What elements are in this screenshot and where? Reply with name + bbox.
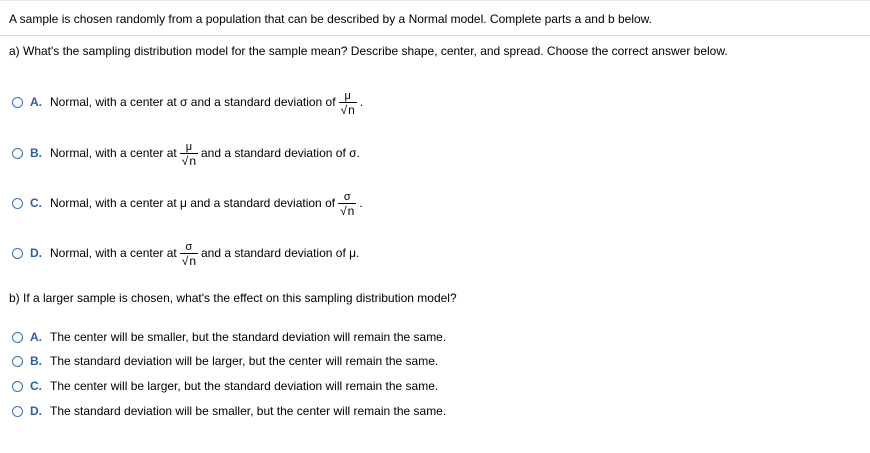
option-text: The center will be smaller, but the standard deviation will remain the same.	[50, 330, 447, 344]
option-text: The standard deviation will be larger, but the center will remain the same.	[50, 354, 439, 368]
option-text-end: and a standard deviation of μ.	[201, 246, 360, 260]
fraction-numerator: μ	[344, 89, 351, 102]
part-b-option-b[interactable]	[12, 351, 438, 371]
part-b-option-d[interactable]	[12, 401, 446, 421]
fraction-denominator	[180, 253, 198, 268]
radio-button[interactable]	[12, 248, 23, 259]
fraction	[180, 141, 198, 168]
option-letter: D.	[30, 246, 42, 260]
radicand: n	[189, 153, 196, 168]
option-letter: C.	[30, 379, 42, 393]
radio-button[interactable]	[12, 381, 23, 392]
fraction	[339, 90, 357, 117]
option-letter: B.	[30, 146, 42, 160]
option-letter: A.	[30, 95, 42, 109]
option-text: The center will be larger, but the standard deviation will remain the same.	[50, 379, 439, 393]
option-text: Normal, with a center at σ and a standard deviation of	[50, 95, 336, 109]
radio-button[interactable]	[12, 148, 23, 159]
fraction-numerator: σ	[185, 240, 193, 253]
part-b-question: b) If a larger sample is chosen, what's the effect on this sampling distribution model?	[9, 291, 457, 305]
radio-button[interactable]	[12, 406, 23, 417]
fraction	[338, 191, 356, 218]
radicand: n	[347, 203, 355, 218]
sqrt-symbol: √n	[181, 253, 196, 268]
part-a-question: a) What's the sampling distribution model for the sample mean? Describe shape, center, and spread. Choose the correct answer below.	[9, 44, 728, 58]
fraction-numerator: σ	[343, 190, 351, 203]
fraction-numerator: μ	[185, 140, 193, 153]
option-text: Normal, with a center at	[50, 246, 177, 260]
part-a-option-d[interactable]	[12, 240, 360, 268]
fraction-denominator	[180, 153, 198, 168]
option-text: Normal, with a center at	[50, 146, 177, 160]
part-b-option-c[interactable]	[12, 376, 438, 396]
part-b-option-a[interactable]	[12, 327, 446, 347]
option-text-end: .	[359, 196, 363, 210]
radio-button[interactable]	[12, 332, 23, 343]
part-a-option-a[interactable]	[12, 89, 364, 117]
fraction-denominator	[339, 102, 357, 117]
option-letter: D.	[30, 404, 42, 418]
radicand: n	[348, 102, 355, 117]
option-text-end: .	[359, 95, 364, 109]
option-text: The standard deviation will be smaller, but the center will remain the same.	[50, 404, 447, 418]
sqrt-symbol: √n	[340, 203, 355, 218]
sqrt-symbol: √n	[181, 153, 196, 168]
option-letter: A.	[30, 330, 42, 344]
problem-intro: A sample is chosen randomly from a population that can be described by a Normal model. Complete parts a and b below.	[9, 12, 653, 26]
part-a-option-b[interactable]	[12, 140, 360, 168]
option-text-end: and a standard deviation of σ.	[201, 146, 360, 160]
radicand: n	[189, 253, 196, 268]
fraction-denominator	[338, 203, 356, 218]
option-letter: C.	[30, 196, 42, 210]
part-a-option-c[interactable]	[12, 190, 363, 218]
radio-button[interactable]	[12, 198, 23, 209]
radio-button[interactable]	[12, 97, 23, 108]
option-text: Normal, with a center at μ and a standard deviation of	[50, 196, 336, 210]
fraction	[180, 241, 198, 268]
divider	[0, 35, 870, 36]
top-border	[0, 0, 870, 1]
option-letter: B.	[30, 354, 42, 368]
radio-button[interactable]	[12, 356, 23, 367]
sqrt-symbol: √n	[340, 102, 355, 117]
